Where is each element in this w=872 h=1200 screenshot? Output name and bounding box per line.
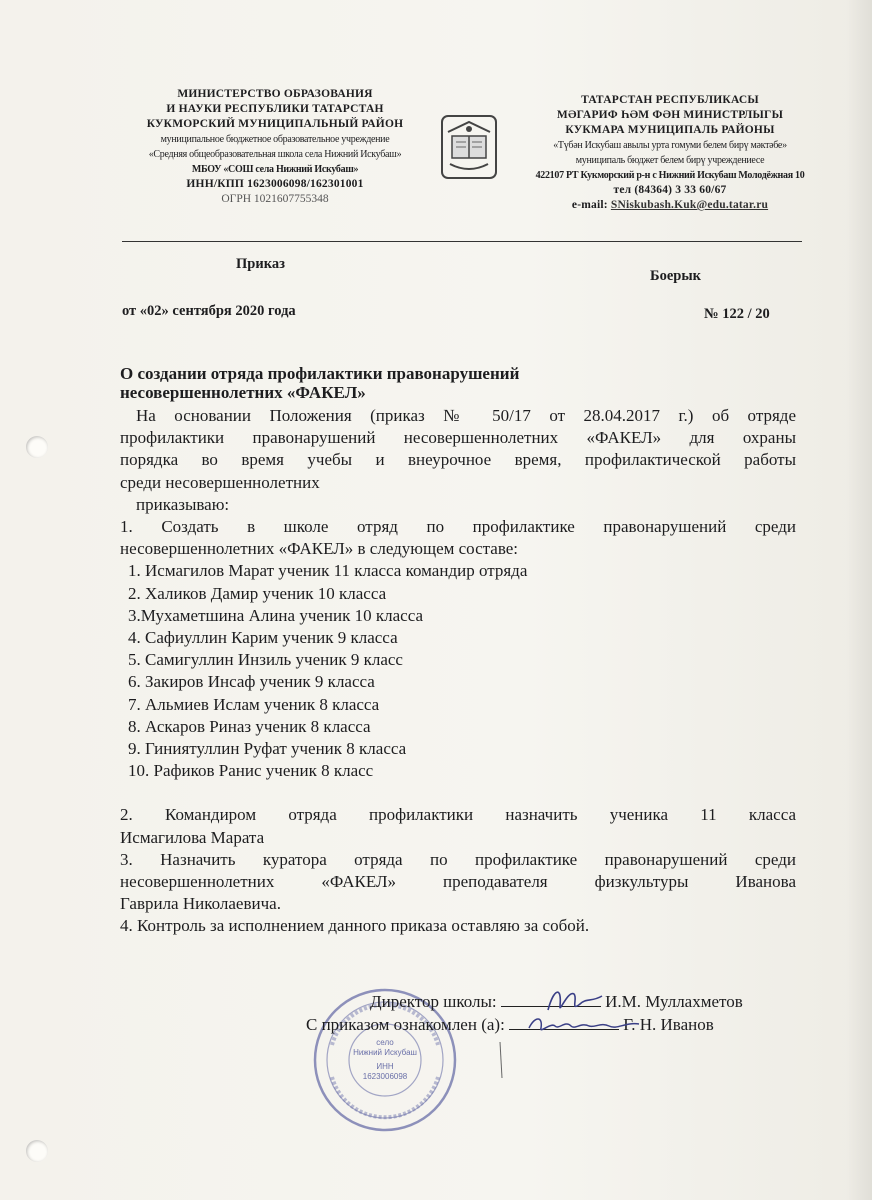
page-edge-shadow xyxy=(846,0,872,1200)
basis-line: порядка во время учебы и внеурочное время, профилактической работы xyxy=(120,450,796,470)
item-3-line: несовершеннолетних «ФАКЕЛ» преподавателя физкультуры Иванова xyxy=(120,872,796,892)
institution-type: муниципальное бюджетное образовательное учреждение xyxy=(160,134,390,145)
members-list xyxy=(120,560,796,782)
ministry-line: МИНИСТЕРСТВО ОБРАЗОВАНИЯ xyxy=(177,88,373,100)
letterhead-right xyxy=(505,93,835,213)
list-item: 6. Закиров Инсаф ученик 9 класса xyxy=(128,672,375,692)
item-2-line: 2. Командиром отряда профилактики назначить ученика 11 класса xyxy=(120,805,796,825)
item-1-line: 1. Создать в школе отряд по профилактике правонарушений среди xyxy=(120,517,796,537)
school-name-tt: «Түбән Искубаш авылы урта гомуми белем бирү мәктәбе» xyxy=(553,140,787,151)
stamp-text: ИНН xyxy=(376,1062,394,1071)
list-item: 10. Рафиков Ранис ученик 8 класс xyxy=(128,761,374,781)
doc-title-tt: Боерык xyxy=(650,268,702,284)
basis-line: среди несовершеннолетних xyxy=(120,472,320,492)
item-3-line: Гаврила Николаевича. xyxy=(120,894,281,914)
ack-label: С приказом ознакомлен (а): xyxy=(306,1015,505,1034)
punch-hole xyxy=(26,436,48,458)
stamp-text: 1623006098 xyxy=(362,1072,408,1081)
list-item: 5. Самигуллин Инзиль ученик 9 класс xyxy=(128,650,403,670)
stamp-text: село xyxy=(376,1038,394,1047)
basis-line: профилактики правонарушений несовершеннолетних «ФАКЕЛ» для охраны xyxy=(120,428,796,448)
institution-name: «Средняя общеобразовательная школа села Нижний Искубаш» xyxy=(148,149,402,160)
ack-name: Г. Н. Иванов xyxy=(623,1015,714,1034)
list-item: 8. Аскаров Риназ ученик 8 класса xyxy=(128,716,371,736)
list-item: 4. Сафиуллин Карим ученик 9 класса xyxy=(128,628,398,648)
acknowledgement-line xyxy=(306,1015,714,1035)
inn-kpp: ИНН/КПП 1623006098/162301001 xyxy=(186,178,364,190)
stamp-text: Нижний Искубаш xyxy=(353,1048,417,1057)
basis-line: На основании Положения (приказ № 50/17 от 28.04.2017 г.) об отряде xyxy=(136,406,796,425)
institution-short: МБОУ «СОШ села Нижний Искубаш» xyxy=(191,164,359,175)
punch-hole xyxy=(26,1140,48,1162)
director-name: И.М. Муллахметов xyxy=(605,992,743,1011)
item-4-line: 4. Контроль за исполнением данного приказа оставляю за собой. xyxy=(120,916,590,936)
district-line: КУКМОРСКИЙ МУНИЦИПАЛЬНЫЙ РАЙОН xyxy=(146,118,404,130)
spacer xyxy=(120,782,796,804)
phone: тел (84364) 3 33 60/67 xyxy=(613,184,727,196)
letterhead-left xyxy=(110,87,440,207)
item-3-line: 3. Назначить куратора отряда по профилактике правонарушений среди xyxy=(120,849,796,869)
list-item: 3.Мухаметшина Алина ученик 10 класса xyxy=(128,605,424,625)
item-2-line: Исмагилова Марата xyxy=(120,827,265,847)
doc-number: № 122 / 20 xyxy=(704,306,770,322)
republic-line: ТАТАРСТАН РЕСПУБЛИКАСЫ xyxy=(581,94,759,106)
item-1-line: несовершеннолетних «ФАКЕЛ» в следующем составе: xyxy=(120,539,519,559)
email-line xyxy=(505,198,835,213)
ogrn: ОГРН 1021607755348 xyxy=(221,193,329,205)
subject xyxy=(120,364,796,402)
doc-title-ru: Приказ xyxy=(236,256,285,272)
list-item: 7. Альмиев Ислам ученик 8 класса xyxy=(128,694,380,714)
district-line-tt: КУКМАРА МУНИЦИПАЛЬ РАЙОНЫ xyxy=(565,124,775,136)
institution-type-tt: муниципаль бюджет белем бирү учреждениесе xyxy=(575,155,765,166)
header-divider xyxy=(122,241,802,242)
school-emblem-icon xyxy=(438,112,500,182)
email-link[interactable]: SNiskubash.Kuk@edu.tatar.ru xyxy=(610,199,769,211)
list-item: 2. Халиков Дамир ученик 10 класса xyxy=(128,583,387,603)
order-word: приказываю: xyxy=(136,494,230,514)
address: 422107 РТ Кукморский р-н с Нижний Искубаш Молодёжная 10 xyxy=(535,170,805,181)
ack-signature-icon xyxy=(525,1012,645,1038)
ministry-line-tt: МӘГАРИФ ҺӘМ ФӘН МИНИСТРЛЫГЫ xyxy=(556,109,784,121)
subject-line: несовершеннолетних «ФАКЕЛ» xyxy=(120,383,366,402)
doc-body xyxy=(120,364,796,938)
doc-date: от «02» сентября 2020 года xyxy=(122,303,296,319)
subject-line: О создании отряда профилактики правонарушений xyxy=(120,364,520,383)
pen-mark-icon xyxy=(490,1040,510,1080)
email-label: e-mail: xyxy=(571,199,611,211)
director-label: Директор школы: xyxy=(370,992,497,1011)
ministry-line: И НАУКИ РЕСПУБЛИКИ ТАТАРСТАН xyxy=(166,103,384,115)
list-item: 9. Гиниятуллин Руфат ученик 8 класса xyxy=(128,739,407,759)
list-item: 1. Исмагилов Марат ученик 11 класса командир отряда xyxy=(128,561,528,581)
